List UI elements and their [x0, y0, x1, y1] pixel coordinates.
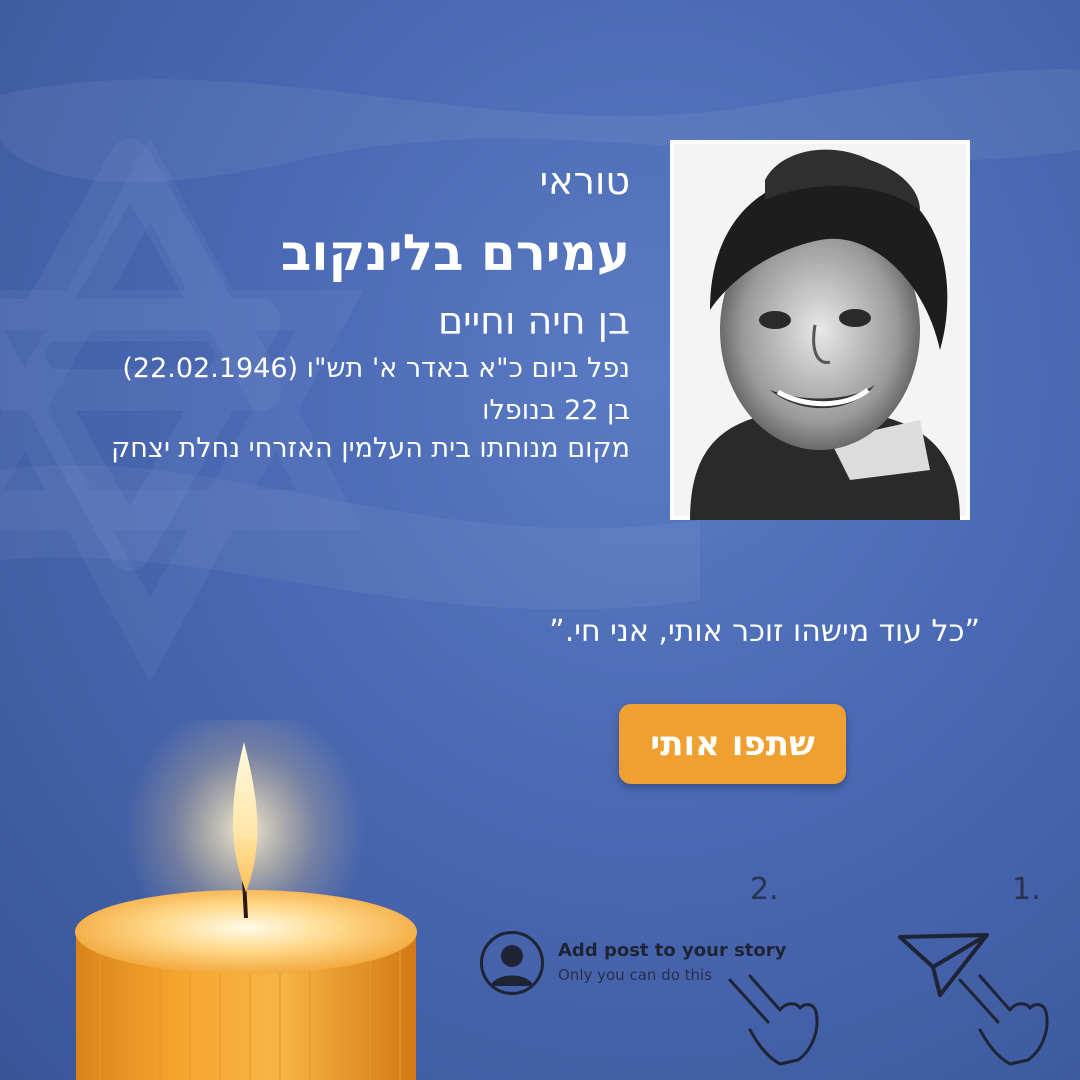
age-at-death: בן 22 בנופלו [482, 395, 630, 426]
burial-place: מקום מנוחתו בית העלמין האזרחי נחלת יצחק [111, 433, 630, 464]
pointing-hand-icon [720, 960, 830, 1070]
add-to-story-title: Add post to your story [558, 940, 787, 961]
rank: טוראי [539, 159, 630, 203]
step-2-number: 2. [750, 872, 779, 907]
avatar-icon [480, 931, 544, 995]
memorial-quote: ”כל עוד מישהו זוכר אותי, אני חי.” [549, 614, 980, 649]
add-to-story-subtitle: Only you can do this [558, 966, 713, 984]
step-1-number: 1. [1012, 872, 1041, 907]
fallen-name: עמירם בלינקוב [280, 224, 630, 282]
portrait-photo [670, 140, 970, 520]
parents-names: בן חיה וחיים [437, 299, 630, 343]
share-button[interactable]: שתפו אותי [619, 704, 846, 784]
fallen-date: נפל ביום כ"א באדר א' תש"ו (22.02.1946) [122, 353, 630, 384]
pointing-hand-icon [950, 960, 1060, 1070]
candle-icon [60, 720, 440, 1080]
